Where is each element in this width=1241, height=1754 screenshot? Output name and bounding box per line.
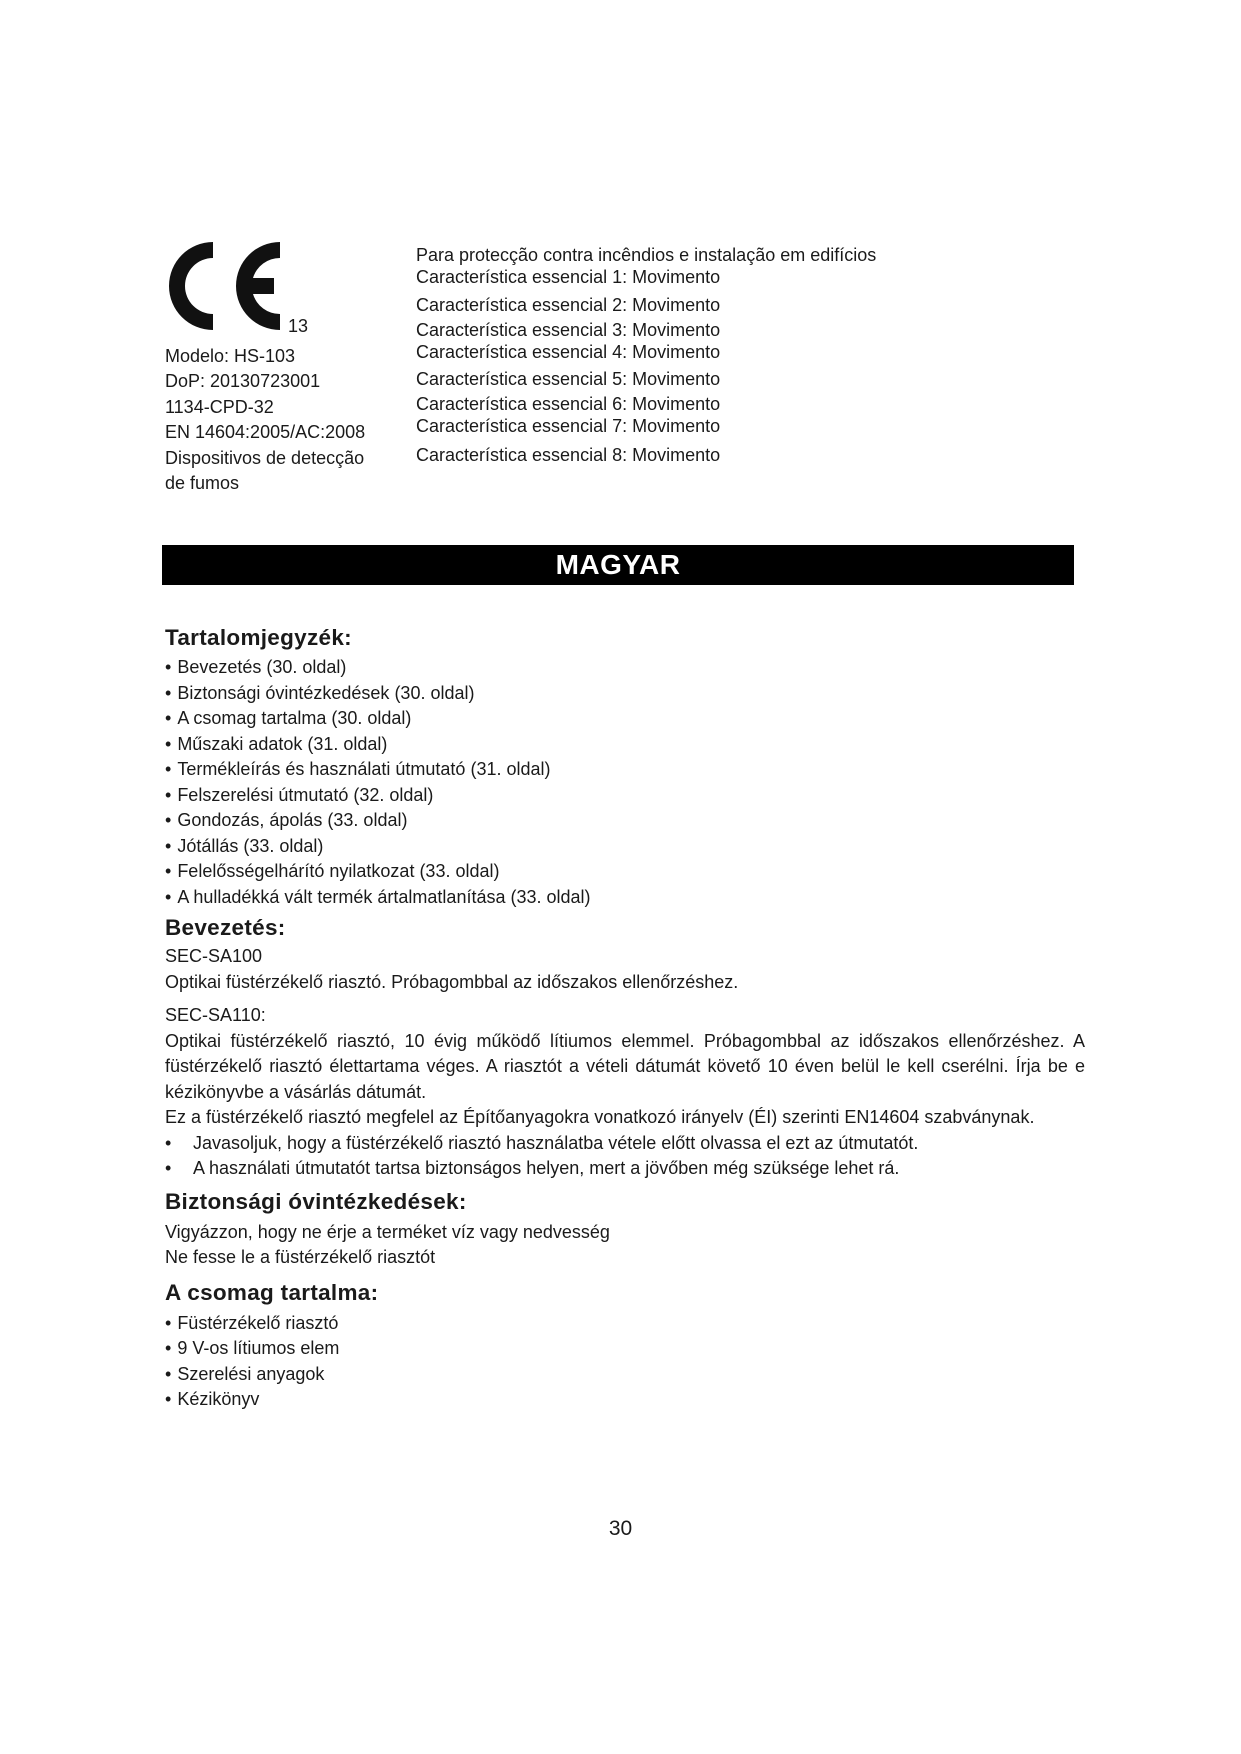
toc-item: • Biztonsági óvintézkedések (30. oldal) <box>165 681 1085 707</box>
essentials-intro: Para protecção contra incêndios e instalação em edifícios <box>416 245 877 265</box>
essential-item: Característica essencial 6: Movimento <box>416 394 721 414</box>
device-type-line: Dispositivos de detecção <box>165 447 365 468</box>
package-item: • Szerelési anyagok <box>165 1362 1085 1388</box>
toc-heading: Tartalomjegyzék: <box>165 625 352 650</box>
ce-mark-logo <box>166 242 284 330</box>
package-list <box>165 1311 1085 1413</box>
intro-bullets <box>165 1131 1085 1182</box>
toc-item: • Jótállás (33. oldal) <box>165 834 1085 860</box>
essential-item: Característica essencial 8: Movimento <box>416 445 721 465</box>
sa110-label: SEC-SA110: <box>165 1005 266 1025</box>
language-banner: MAGYAR <box>162 545 1074 585</box>
manual-content <box>165 624 1085 1413</box>
toc-item: • Bevezetés (30. oldal) <box>165 655 1085 681</box>
ce-notified-body-number: 13 <box>288 316 309 336</box>
standard-line: EN 14604:2005/AC:2008 <box>165 422 366 443</box>
toc-item: • Felelősségelhárító nyilatkozat (33. oldal) <box>165 859 1085 885</box>
essential-item: Característica essencial 1: Movimento <box>416 267 721 287</box>
essential-item: Característica essencial 7: Movimento <box>416 416 721 436</box>
essential-item: Característica essencial 5: Movimento <box>416 369 721 389</box>
sa100-description: Optikai füstérzékelő riasztó. Próbagombbal az időszakos ellenőrzéshez. <box>165 971 739 992</box>
intro-bullet: • A használati útmutatót tartsa biztonságos helyen, mert a jövőben még szüksége lehet rá. <box>165 1156 1085 1182</box>
product-info <box>165 344 365 496</box>
package-item: • Füstérzékelő riasztó <box>165 1311 1085 1337</box>
toc-item: • A hulladékká vált termék ártalmatlanítása (33. oldal) <box>165 885 1085 911</box>
toc-item: • A csomag tartalma (30. oldal) <box>165 706 1085 732</box>
safety-heading: Biztonsági óvintézkedések: <box>165 1188 467 1214</box>
device-type-line-2: de fumos <box>165 473 240 494</box>
safety-line: Ne fesse le a füstérzékelő riasztót <box>165 1247 436 1267</box>
standard-compliance: Ez a füstérzékelő riasztó megfelel az Építőanyagokra vonatkozó irányelv (ÉI) szerinti EN14604 szabványnak. <box>165 1107 1035 1127</box>
essential-item: Característica essencial 3: Movimento <box>416 320 721 340</box>
toc-item: • Műszaki adatok (31. oldal) <box>165 732 1085 758</box>
toc-item: • Termékleírás és használati útmutató (31. oldal) <box>165 757 1085 783</box>
toc-item: • Felszerelési útmutató (32. oldal) <box>165 783 1085 809</box>
certificate-line: 1134-CPD-32 <box>165 396 274 417</box>
sa110-description: Optikai füstérzékelő riasztó, 10 évig működő lítiumos elemmel. Próbagombbal az időszakos ellenőrzéshez. A füstérzékelő riasztó élettartama véges. A riasztót a vételi dátumát követő 10 éven belül le kell cserélni. Írja be e kézikönyvbe a vásárlás dátumát. <box>165 1030 1085 1102</box>
essential-item: Característica essencial 4: Movimento <box>416 342 721 362</box>
package-item: • Kézikönyv <box>165 1387 1085 1413</box>
essential-item: Característica essencial 2: Movimento <box>416 295 721 315</box>
dop-line: DoP: 20130723001 <box>165 371 321 392</box>
package-item: • 9 V-os lítiumos elem <box>165 1336 1085 1362</box>
page-number: 30 <box>608 1517 633 1540</box>
sa100-label: SEC-SA100 <box>165 946 263 966</box>
package-heading: A csomag tartalma: <box>165 1279 379 1305</box>
model-line: Modelo: HS-103 <box>165 346 296 366</box>
safety-line: Vigyázzon, hogy ne érje a terméket víz vagy nedvesség <box>165 1221 610 1242</box>
intro-bullet: • Javasoljuk, hogy a füstérzékelő riasztó használatba vétele előtt olvassa el ezt az útmutatót. <box>165 1131 1085 1157</box>
intro-heading: Bevezetés: <box>165 915 286 940</box>
toc-list <box>165 655 1085 910</box>
toc-item: • Gondozás, ápolás (33. oldal) <box>165 808 1085 834</box>
